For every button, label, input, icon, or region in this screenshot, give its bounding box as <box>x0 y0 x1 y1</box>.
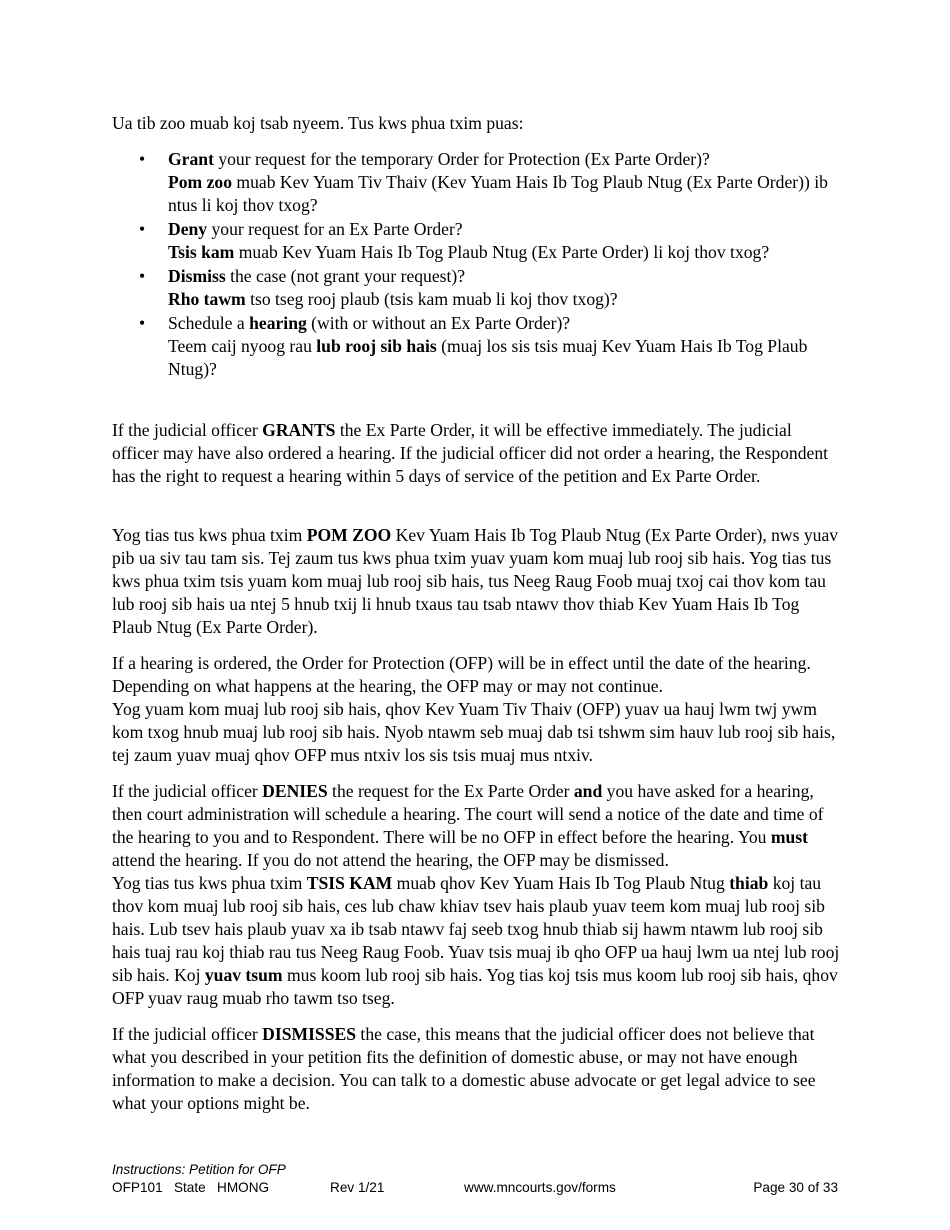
dismisses-keyword: DISMISSES <box>262 1024 357 1044</box>
paragraph-dismisses: If the judicial officer DISMISSES the case, this means that the judicial officer does not believe that what you described in your petition fits the definition of domestic abuse, or may not have enough information to make a decision. You can talk to a domestic abuse advocate or get legal advice to see what your options might be. <box>112 1024 816 1113</box>
bullet-icon: • <box>139 266 146 286</box>
grants-keyword: GRANTS <box>262 420 336 440</box>
denies-keyword: DENIES <box>262 781 328 801</box>
option-grant-keyword: Grant <box>168 149 214 169</box>
list-item <box>112 265 842 311</box>
option-grant-text: your request for the temporary Order for Protection (Ex Parte Order)? <box>213 149 710 169</box>
intro-text: Ua tib zoo muab koj tsab nyeem. Tus kws phua txim puas: <box>112 113 524 133</box>
paragraph-denies: If the judicial officer DENIES the request for the Ex Parte Order and you have asked for a hearing, then court administration will schedule a hearing. The court will send a notice of the date and time of the hearing to you and to Respondent. There will be no OFP in effect before the hearing. You must attend the hearing. If you do not attend the hearing, the OFP may be dismissed. Yog tias tus kws phua txim TSIS KAM muab qhov Kev Yuam Hais Ib Tog Plaub Ntug thiab koj tau thov kom muaj lub rooj sib hais, ces lub chaw khiav tsev hais plaub yuav teem kom muaj lub rooj sib hais. Lub tsev hais plaub yuav xa ib tsab ntawv faj seeb txog hnub thiab sij hawm ntawm lub rooj sib hais tuaj rau koj thiab rau tus Neeg Raug Foob. Yuav tsis muaj ib qho OFP ua hauj lwm ua ntej lub rooj sib hais. Koj yuav tsum mus koom lub rooj sib hais. Yog tias koj tsis mus koom lub rooj sib hais, qhov OFP yuav raug muab rho tawm tso tseg. <box>112 781 840 1008</box>
option-hearing-prefix: Schedule a <box>168 313 250 333</box>
option-dismiss-text-hmong: tso tseg rooj plaub (tsis kam muab li koj thov txog)? <box>245 289 618 309</box>
hearing-ordered-text-hmong: Yog yuam kom muaj lub rooj sib hais, qhov Kev Yuam Tiv Thaiv (OFP) yuav ua hauj lwm twj ywm kom txog hnub muaj lub rooj sib hais. Nyob ntawm seb muaj dab tsi tshwm sim hauv lub rooj sib hais, tej zaum yuav muaj qhov OFP mus ntxiv los sis tsis muaj mus ntxiv. <box>112 699 836 765</box>
option-hearing-prefix-hmong: Teem caij nyoog rau <box>168 336 317 356</box>
footer <box>112 1180 842 1196</box>
list-item <box>112 218 842 264</box>
hearing-ordered-text: If a hearing is ordered, the Order for Protection (OFP) will be in effect until the date of the hearing. Depending on what happens at the hearing, the OFP may or may not continue. <box>112 653 811 696</box>
list-item <box>112 312 842 381</box>
tsis-kam-keyword: TSIS KAM <box>306 873 393 893</box>
option-deny-text: your request for an Ex Parte Order? <box>207 219 463 239</box>
option-hearing-keyword-hmong: lub rooj sib hais <box>316 336 437 356</box>
list-item <box>112 148 842 217</box>
option-dismiss-keyword: Dismiss <box>168 266 226 286</box>
option-deny-keyword: Deny <box>168 219 208 239</box>
paragraph-grants-hmong: Yog tias tus kws phua txim POM ZOO Kev Yuam Hais Ib Tog Plaub Ntug (Ex Parte Order), nws yuav pib ua siv tau tam sis. Tej zaum tus kws phua txim yuav yuam kom muaj lub rooj sib hais. Yog tias tus kws phua txim tsis yuam kom muaj lub rooj sib hais, tus Neeg Raug Foob muaj txoj cai thov kom tau lub rooj sib hais ua ntej 5 hnub txij li hnub txaus tau tsab ntawv thov thiab Kev Yuam Hais Ib Tog Plaub Ntug (Ex Parte Order). <box>112 525 839 637</box>
must-keyword: must <box>770 827 808 847</box>
options-list <box>112 148 842 382</box>
option-grant-text-hmong: muab Kev Yuam Tiv Thaiv (Kev Yuam Hais Ib Tog Plaub Ntug (Ex Parte Order)) ib ntus li koj thov txog? <box>168 172 828 215</box>
pom-zoo-keyword: POM ZOO <box>306 525 392 545</box>
bullet-icon: • <box>139 313 146 333</box>
option-dismiss-text: the case (not grant your request)? <box>225 266 466 286</box>
option-grant-keyword-hmong: Pom zoo <box>168 172 233 192</box>
footer-title: Instructions: Petition for OFP <box>112 1162 286 1177</box>
footer-page-number: Page 30 of 33 <box>753 1180 838 1195</box>
footer-url: www.mncourts.gov/forms <box>464 1180 616 1195</box>
footer-revision: Rev 1/21 <box>330 1180 385 1195</box>
option-deny-keyword-hmong: Tsis kam <box>168 242 235 262</box>
bullet-icon: • <box>139 149 146 169</box>
paragraph-hearing-ordered <box>112 652 842 767</box>
option-deny-text-hmong: muab Kev Yuam Hais Ib Tog Plaub Ntug (Ex Parte Order) li koj thov txog? <box>234 242 770 262</box>
option-hearing-text: (with or without an Ex Parte Order)? <box>306 313 571 333</box>
option-hearing-text-hmong: (muaj los sis tsis muaj Kev Yuam Hais Ib Tog Plaub Ntug)? <box>168 336 808 379</box>
yuav-tsum-keyword: yuav tsum <box>204 965 283 985</box>
option-hearing-keyword: hearing <box>249 313 307 333</box>
bullet-icon: • <box>139 219 146 239</box>
footer-form-id: OFP101 State HMONG <box>112 1180 270 1195</box>
option-dismiss-keyword-hmong: Rho tawm <box>168 289 246 309</box>
paragraph-grants: If the judicial officer GRANTS the Ex Parte Order, it will be effective immediately. The judicial officer may have also ordered a hearing. If the judicial officer did not order a hearing, the Respondent has the right to request a hearing within 5 days of service of the petition and Ex Parte Order. <box>112 420 829 486</box>
